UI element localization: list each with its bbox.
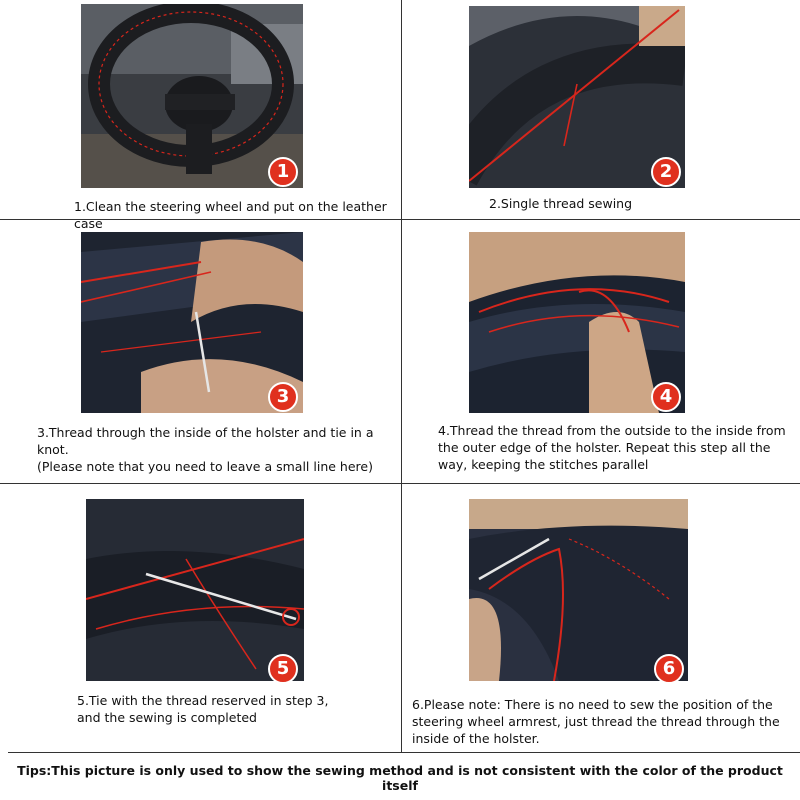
step-4-photo bbox=[469, 232, 685, 413]
tips-note: Tips:This picture is only used to show the sewing method and is not consistent with the color of the product itself bbox=[17, 763, 783, 793]
step-6-number-badge: 6 bbox=[654, 654, 684, 684]
step-3-photo bbox=[81, 232, 303, 413]
step-6-photo bbox=[469, 499, 688, 681]
step-1-number-badge: 1 bbox=[268, 157, 298, 187]
step-3-caption: 3.Thread through the inside of the holster and tie in a knot. (Please note that you need to leave a small line here) bbox=[37, 425, 374, 474]
step-2-caption: 2.Single thread sewing bbox=[489, 196, 633, 211]
step-1-caption: 1.Clean the steering wheel and put on the leather case bbox=[74, 199, 387, 231]
step-5-photo bbox=[86, 499, 304, 681]
step-2-photo bbox=[469, 6, 685, 188]
step-5-number-badge: 5 bbox=[268, 654, 298, 684]
step-2-number-badge: 2 bbox=[651, 157, 681, 187]
grid-divider-2 bbox=[0, 483, 800, 484]
step-4-number-badge: 4 bbox=[651, 382, 681, 412]
step-6-caption: 6.Please note: There is no need to sew the position of the steering wheel armrest, just thread the thread through the inside of the holster. bbox=[412, 697, 780, 746]
step-5-caption: 5.Tie with the thread reserved in step 3, and the sewing is completed bbox=[77, 693, 329, 725]
step-1-photo bbox=[81, 4, 303, 188]
step-4-caption: 4.Thread the thread from the outside to the inside from the outer edge of the holster. Repeat this step all the way, keeping the stitches parallel bbox=[438, 423, 786, 472]
step-3-number-badge: 3 bbox=[268, 382, 298, 412]
grid-divider-3 bbox=[8, 752, 800, 753]
grid-vertical-divider bbox=[401, 0, 402, 752]
